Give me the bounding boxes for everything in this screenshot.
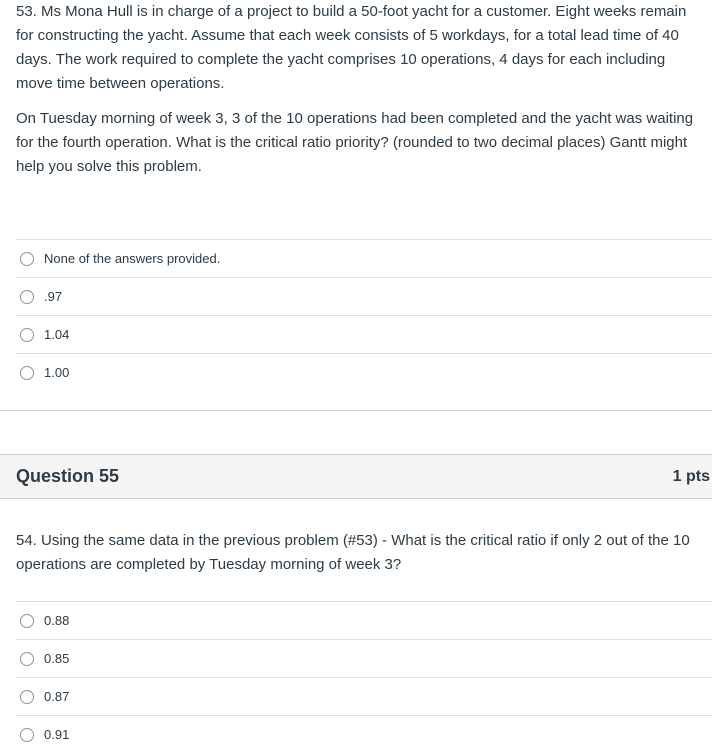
radio-button[interactable]: [20, 252, 34, 266]
answer-option[interactable]: [16, 715, 712, 753]
answer-label: 1.04: [44, 327, 70, 342]
radio-button[interactable]: [20, 652, 34, 666]
question-55-header: [0, 454, 712, 499]
question-title: Question 55: [16, 466, 120, 486]
answer-option[interactable]: [16, 239, 712, 277]
answer-option[interactable]: [16, 677, 712, 715]
question-points: 1 pts: [672, 467, 710, 485]
radio-button[interactable]: [20, 366, 34, 380]
answer-option[interactable]: [16, 639, 712, 677]
question-53-paragraph-1: 53. Ms Mona Hull is in charge of a project to build a 50-foot yacht for a customer. Eight weeks remain for constructing the yacht. Assume that each week consists of 5 workdays, for a total lead time of 40 days. The work required to complete the yacht comprises 10 operations, 4 days for each including move time between operations.: [16, 3, 687, 92]
answer-label: 0.91: [44, 727, 70, 742]
answer-label: 0.87: [44, 689, 70, 704]
question-53-paragraph-2: On Tuesday morning of week 3, 3 of the 10 operations had been completed and the yacht was waiting for the fourth operation. What is the critical ratio priority? (rounded to two decimal places) Gantt might help you solve this problem.: [16, 110, 694, 175]
answer-option[interactable]: [16, 601, 712, 639]
radio-button[interactable]: [20, 690, 34, 704]
radio-button[interactable]: [20, 328, 34, 342]
answer-option[interactable]: [16, 353, 712, 391]
question-55-text: [16, 529, 706, 577]
answer-label: .97: [44, 289, 63, 304]
answer-label: None of the answers provided.: [44, 251, 221, 266]
question-55-answers: [16, 601, 712, 753]
question-53-answers: [16, 239, 712, 391]
question-53-text: [16, 0, 706, 179]
radio-button[interactable]: [20, 728, 34, 742]
answer-option[interactable]: [16, 277, 712, 315]
question-55-paragraph: 54. Using the same data in the previous problem (#53) - What is the critical ratio if only 2 out of the 10 operations are completed by Tuesday morning of week 3?: [16, 532, 690, 573]
radio-button[interactable]: [20, 290, 34, 304]
answer-option[interactable]: [16, 315, 712, 353]
question-divider: [0, 410, 712, 411]
radio-button[interactable]: [20, 614, 34, 628]
answer-label: 0.88: [44, 613, 70, 628]
answer-label: 0.85: [44, 651, 70, 666]
answer-label: 1.00: [44, 365, 70, 380]
